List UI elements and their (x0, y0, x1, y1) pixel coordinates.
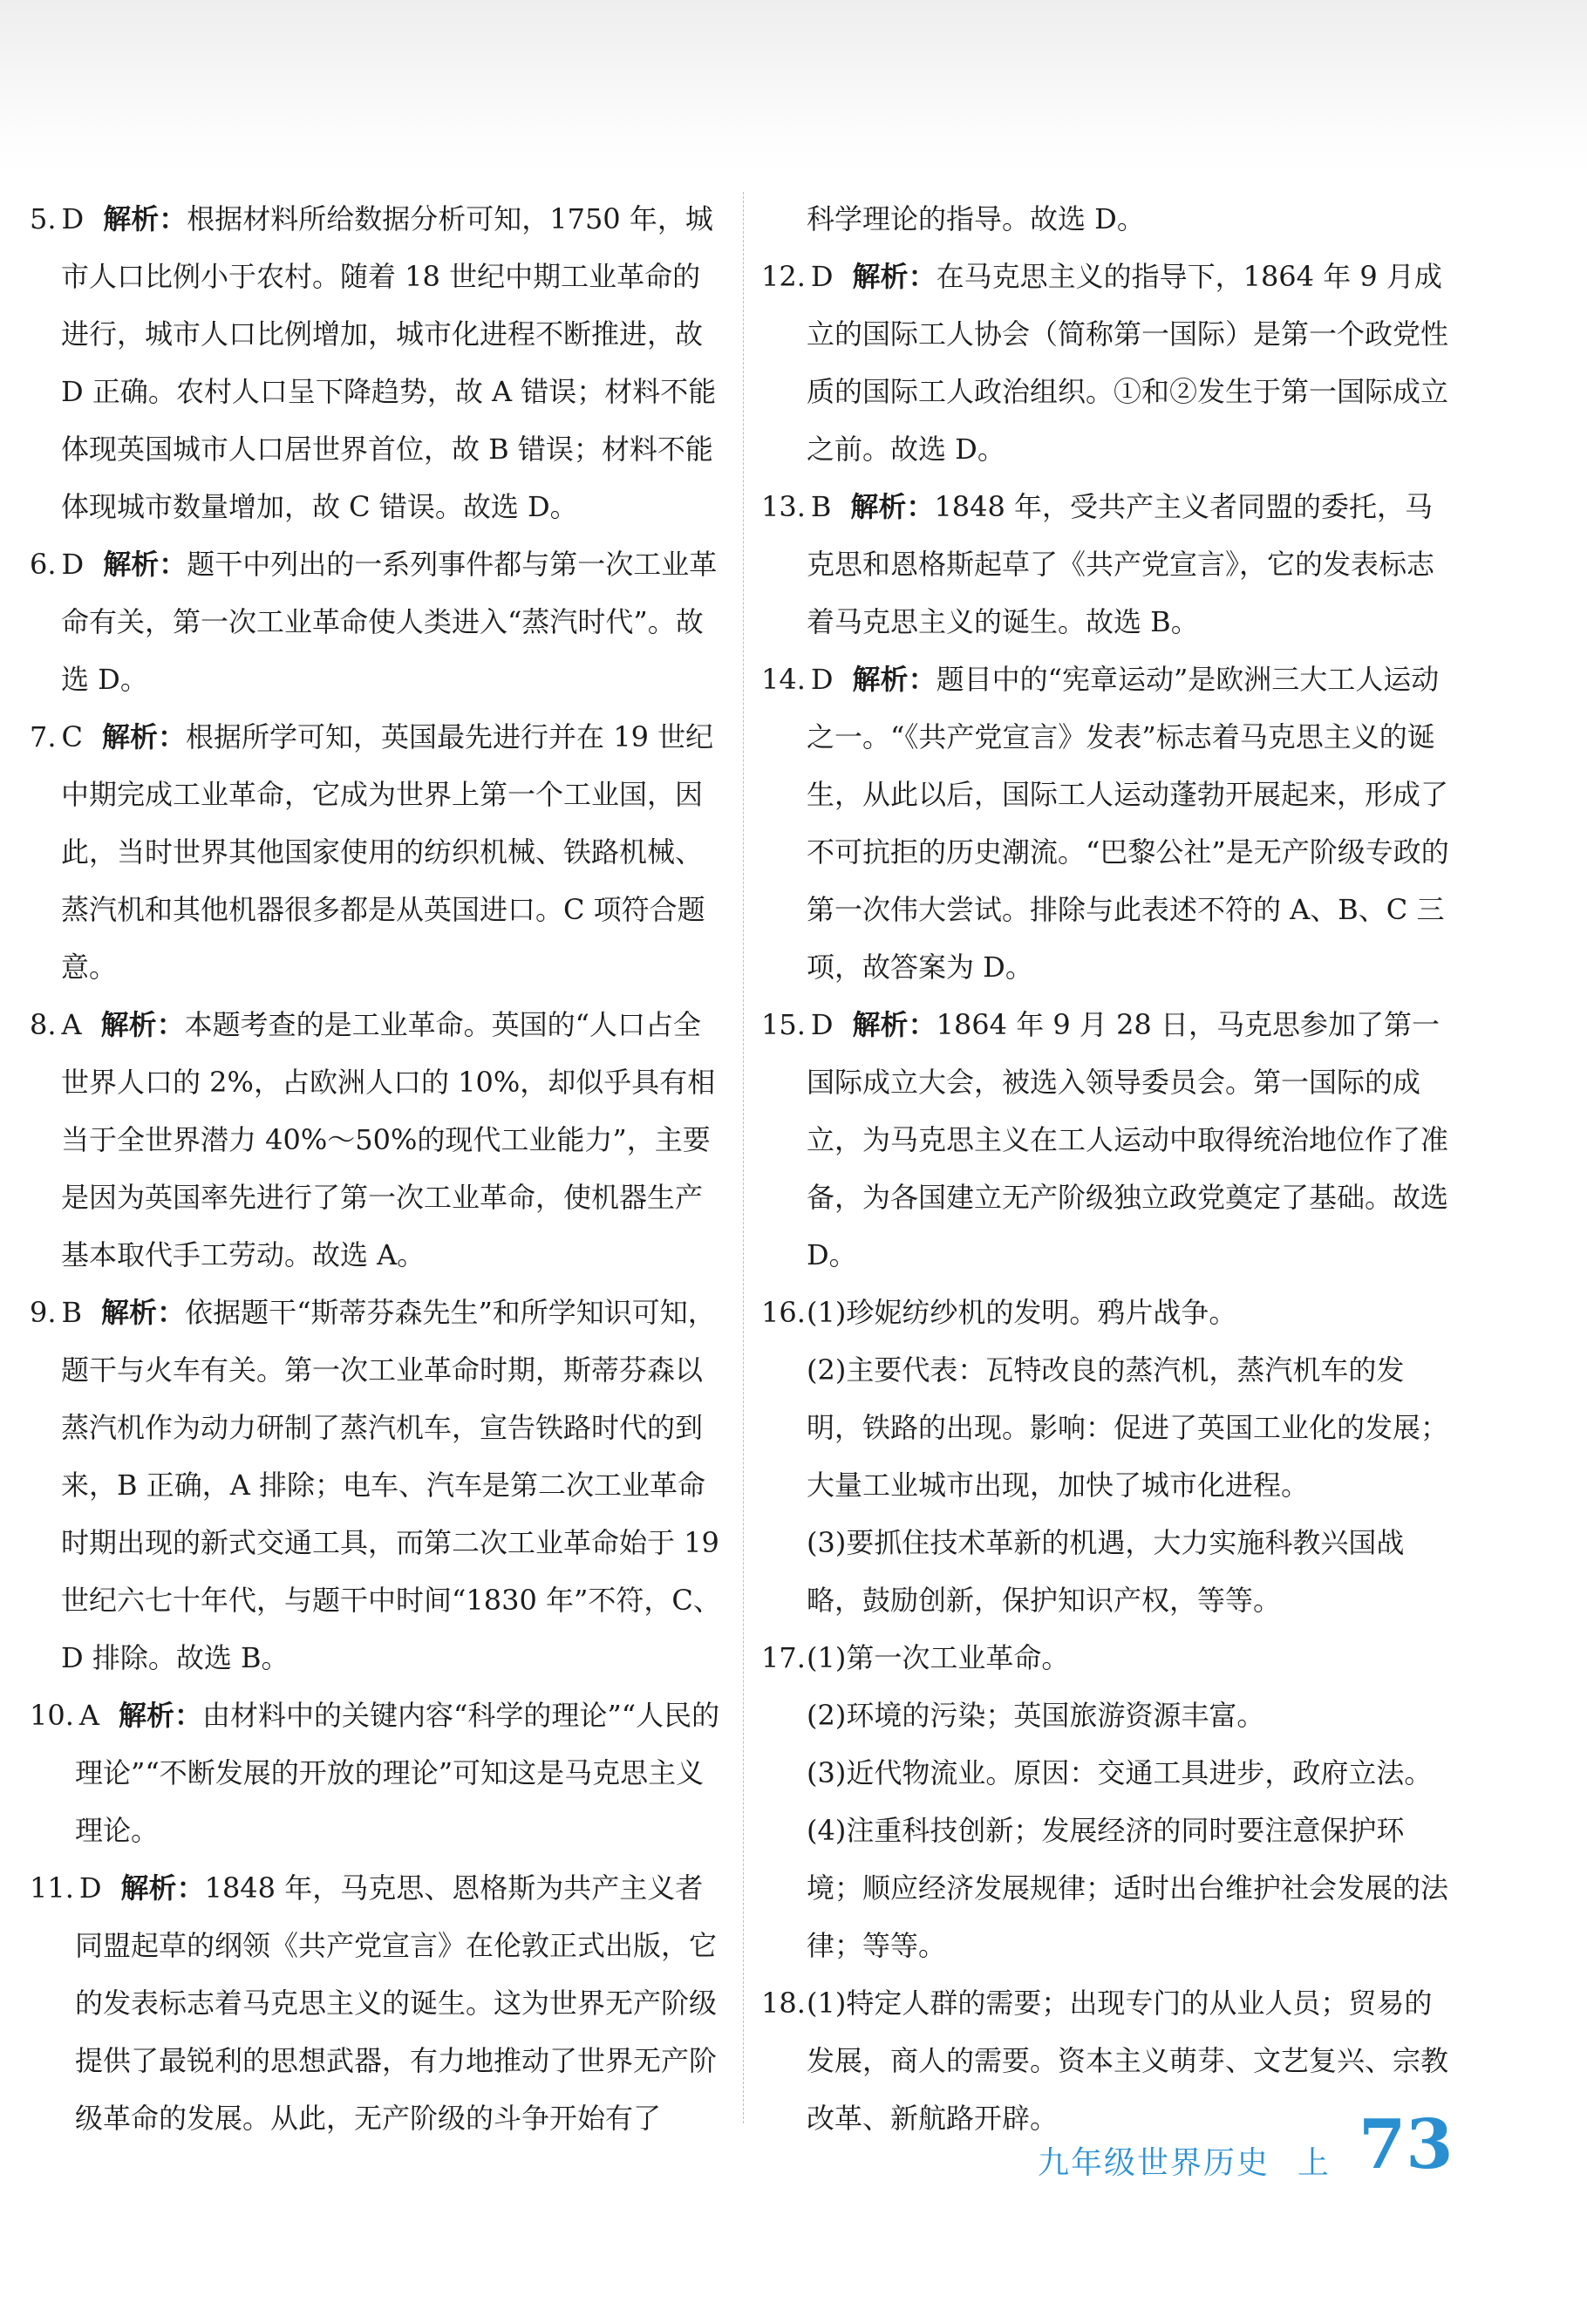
analysis-text: 本题考查的是工业革命。英国的“人口占全世界人口的 2%，占欧洲人口的 10%，却似乎具有相当于全世界潜力 40%～50%的现代工业能力”，主要是因为英国率先进行了第一次工业革命，使机器生产基本取代手工劳动。故选 A。 (61, 1008, 716, 1271)
question-number: 17. (761, 1641, 806, 1674)
answer-letter: B (810, 490, 832, 523)
answer-part: (1)第一次工业革命。 (807, 1641, 1070, 1674)
answer-part: (1)特定人群的需要；出现专门的从业人员；贸易的发展，商人的需要。资本主义萌芽、文艺复兴、宗教改革、新航路开辟。 (807, 1987, 1449, 2135)
analysis-text: 1864 年 9 月 28 日，马克思参加了第一国际成立大会，被选入领导委员会。第一国际的成立，为马克思主义在工人运动中取得统治地位作了准备，为各国建立无产阶级独立政党奠定了基础。故选 D。 (807, 1008, 1449, 1271)
question-number: 11. (30, 1871, 74, 1905)
book-title: 九年级世界历史 (1038, 2145, 1270, 2181)
analysis-text: 根据材料所给数据分析可知，1750 年，城市人口比例小于农村。随着 18 世纪中期工业革命的进行，城市人口比例增加，城市化进程不断推进，故 D 正确。农村人口呈下降趋势，故 A 错误；材料不能体现英国城市人口居世界首位，故 B 错误；材料不能体现城市数量增加，故 C 错误。故选 D。 (61, 202, 717, 523)
answer-letter: D (810, 260, 834, 293)
answer-item: 12. D 解析：在马克思主义的指导下，1864 年 9 月成立的国际工人协会（简称第一国际）是第一个政党性质的国际工人政治组织。①和②发生于第一国际成立之前。故选 D。 (761, 248, 1459, 478)
answer-item: 5. D 解析：根据材料所给数据分析可知，1750 年，城市人口比例小于农村。随着 18 世纪中期工业革命的进行，城市人口比例增加，城市化进程不断推进，故 D 正确。农村人口呈下降趋势，故 A 错误；材料不能体现英国城市人口居世界首位，故 B 错误；材料不能体现城市数量增加，故 C 错误。故选 D。 (30, 190, 727, 535)
question-number: 18. (761, 1987, 806, 2020)
right-column (761, 190, 1459, 2147)
question-number: 15. (761, 1008, 806, 1041)
analysis-tag: 解析 (101, 1296, 158, 1329)
analysis-tag: 解析 (102, 720, 159, 753)
answer-letter: D (61, 202, 85, 235)
page-top-shadow (0, 0, 1587, 174)
answer-part: (3)要抓住技术革新的机遇，大力实施科教兴国战略，鼓励创新，保护知识产权，等等。 (807, 1526, 1405, 1617)
open-answer-item (761, 1284, 1459, 1341)
analysis-tag: 解析 (852, 260, 909, 293)
answer-letter: A (78, 1699, 99, 1732)
volume-label: 上 (1298, 2145, 1330, 2181)
continuation-text: 科学理论的指导。故选 D。 (807, 202, 1145, 235)
answer-item: 15. D 解析：1864 年 9 月 28 日，马克思参加了第一国际成立大会，被选入领导委员会。第一国际的成立，为马克思主义在工人运动中取得统治地位作了准备，为各国建立无产阶级独立政党奠定了基础。故选 D。 (761, 996, 1459, 1284)
analysis-text: 根据所学可知，英国最先进行并在 19 世纪中期完成工业革命，它成为世界上第一个工业国，因此，当时世界其他国家使用的纺织机械、铁路机械、蒸汽机和其他机器很多都是从英国进口。C 项符合题意。 (61, 720, 714, 984)
analysis-tag: 解析 (103, 548, 160, 581)
open-answer-item (761, 1629, 1459, 1687)
answer-letter: B (61, 1296, 83, 1329)
page-footer (1038, 2105, 1561, 2198)
answer-item: 6. D 解析：题干中列出的一系列事件都与第一次工业革命有关，第一次工业革命使人类进入“蒸汽时代”。故选 D。 (30, 535, 727, 708)
answer-letter: D (61, 548, 85, 581)
answer-item: 10. A 解析：由材料中的关键内容“科学的理论”“人民的理论”“不断发展的开放的理论”可知这是马克思主义理论。 (30, 1687, 727, 1859)
answer-letter: C (61, 720, 84, 753)
question-number: 7. (30, 720, 57, 753)
answer-part: (2)主要代表：瓦特改良的蒸汽机，蒸汽机车的发明，铁路的出现。影响：促进了英国工业化的发展；大量工业城市出现，加快了城市化进程。 (807, 1353, 1449, 1502)
answer-part: (2)环境的污染；英国旅游资源丰富。 (807, 1699, 1265, 1732)
answer-item: 13. B 解析：1848 年，受共产主义者同盟的委托，马克思和恩格斯起草了《共产党宣言》，它的发表标志着马克思主义的诞生。故选 B。 (761, 478, 1459, 651)
answer-letter: D (810, 663, 834, 696)
answer-item: 9. B 解析：依据题干“斯蒂芬森先生”和所学知识可知，题干与火车有关。第一次工业革命时期，斯蒂芬森以蒸汽机作为动力研制了蒸汽机车，宣告铁路时代的到来，B 正确，A 排除；电车、汽车是第二次工业革命时期出现的新式交通工具，而第二次工业革命始于 19 世纪六七十年代，与题干中时间“1830 年”不符，C、D 排除。故选 B。 (30, 1284, 727, 1687)
answer-letter: D (810, 1008, 834, 1041)
question-number: 5. (30, 202, 57, 235)
analysis-tag: 解析 (103, 202, 160, 235)
analysis-tag: 解析 (852, 663, 909, 696)
answer-item: 7. C 解析：根据所学可知，英国最先进行并在 19 世纪中期完成工业革命，它成为世界上第一个工业国，因此，当时世界其他国家使用的纺织机械、铁路机械、蒸汽机和其他机器很多都是从英国进口。C 项符合题意。 (30, 708, 727, 996)
left-column (30, 190, 727, 2147)
analysis-text: 1848 年，马克思、恩格斯为共产主义者同盟起草的纲领《共产党宣言》在伦敦正式出版，它的发表标志着马克思主义的诞生。这为世界无产阶级提供了最锐利的思想武器，有力地推动了世界无产阶级革命的发展。从此，无产阶级的斗争开始有了 (75, 1871, 718, 2135)
analysis-tag: 解析 (852, 1008, 909, 1041)
question-number: 9. (30, 1296, 57, 1329)
answer-part: (1)珍妮纺纱机的发明。鸦片战争。 (807, 1296, 1237, 1329)
answer-item: 11. D 解析：1848 年，马克思、恩格斯为共产主义者同盟起草的纲领《共产党宣言》在伦敦正式出版，它的发表标志着马克思主义的诞生。这为世界无产阶级提供了最锐利的思想武器，有力地推动了世界无产阶级革命的发展。从此，无产阶级的斗争开始有了 (30, 1859, 727, 2147)
analysis-tag: 解析 (850, 490, 907, 523)
question-number: 16. (761, 1296, 806, 1329)
question-number: 12. (761, 260, 806, 293)
column-divider (743, 192, 744, 2123)
analysis-text: 题目中的“宪章运动”是欧洲三大工人运动之一。“《共产党宣言》发表”标志着马克思主义的诞生，从此以后，国际工人运动蓬勃开展起来，形成了不可抗拒的历史潮流。“巴黎公社”是无产阶级专政的第一次伟大尝试。排除与此表述不符的 A、B、C 三项，故答案为 D。 (807, 663, 1449, 984)
analysis-text: 1848 年，受共产主义者同盟的委托，马克思和恩格斯起草了《共产党宣言》，它的发表标志着马克思主义的诞生。故选 B。 (807, 490, 1435, 638)
answer-part: (3)近代物流业。原因：交通工具进步，政府立法。 (807, 1756, 1433, 1789)
answer-part: (4)注重科技创新；发展经济的同时要注意保护环境；顺应经济发展规律；适时出台维护社会发展的法律；等等。 (807, 1814, 1449, 1962)
answer-letter: A (61, 1008, 82, 1041)
page-number: 73 (1359, 2105, 1454, 2184)
answer-letter: D (78, 1871, 102, 1905)
question-number: 10. (30, 1699, 74, 1732)
analysis-tag: 解析 (100, 1008, 157, 1041)
answer-item: 8. A 解析：本题考查的是工业革命。英国的“人口占全世界人口的 2%，占欧洲人口的 10%，却似乎具有相当于全世界潜力 40%～50%的现代工业能力”，主要是因为英国率先进行了第一次工业革命，使机器生产基本取代手工劳动。故选 A。 (30, 996, 727, 1284)
analysis-text: 依据题干“斯蒂芬森先生”和所学知识可知，题干与火车有关。第一次工业革命时期，斯蒂芬森以蒸汽机作为动力研制了蒸汽机车，宣告铁路时代的到来，B 正确，A 排除；电车、汽车是第二次工业革命时期出现的新式交通工具，而第二次工业革命始于 19 世纪六七十年代，与题干中时间“1830 年”不符，C、D 排除。故选 B。 (61, 1296, 721, 1674)
analysis-tag: 解析 (120, 1871, 177, 1905)
question-number: 8. (30, 1008, 57, 1041)
analysis-text: 题干中列出的一系列事件都与第一次工业革命有关，第一次工业革命使人类进入“蒸汽时代”。故选 D。 (61, 548, 718, 696)
question-number: 13. (761, 490, 806, 523)
analysis-text: 在马克思主义的指导下，1864 年 9 月成立的国际工人协会（简称第一国际）是第一个政党性质的国际工人政治组织。①和②发生于第一国际成立之前。故选 D。 (807, 260, 1449, 466)
question-number: 14. (761, 663, 806, 696)
analysis-tag: 解析 (119, 1699, 175, 1732)
answer-item: 14. D 解析：题目中的“宪章运动”是欧洲三大工人运动之一。“《共产党宣言》发表”标志着马克思主义的诞生，从此以后，国际工人运动蓬勃开展起来，形成了不可抗拒的历史潮流。“巴黎公社”是无产阶级专政的第一次伟大尝试。排除与此表述不符的 A、B、C 三项，故答案为 D。 (761, 651, 1459, 996)
analysis-text: 由材料中的关键内容“科学的理论”“人民的理论”“不断发展的开放的理论”可知这是马克思主义理论。 (75, 1699, 720, 1847)
question-number: 6. (30, 548, 57, 581)
